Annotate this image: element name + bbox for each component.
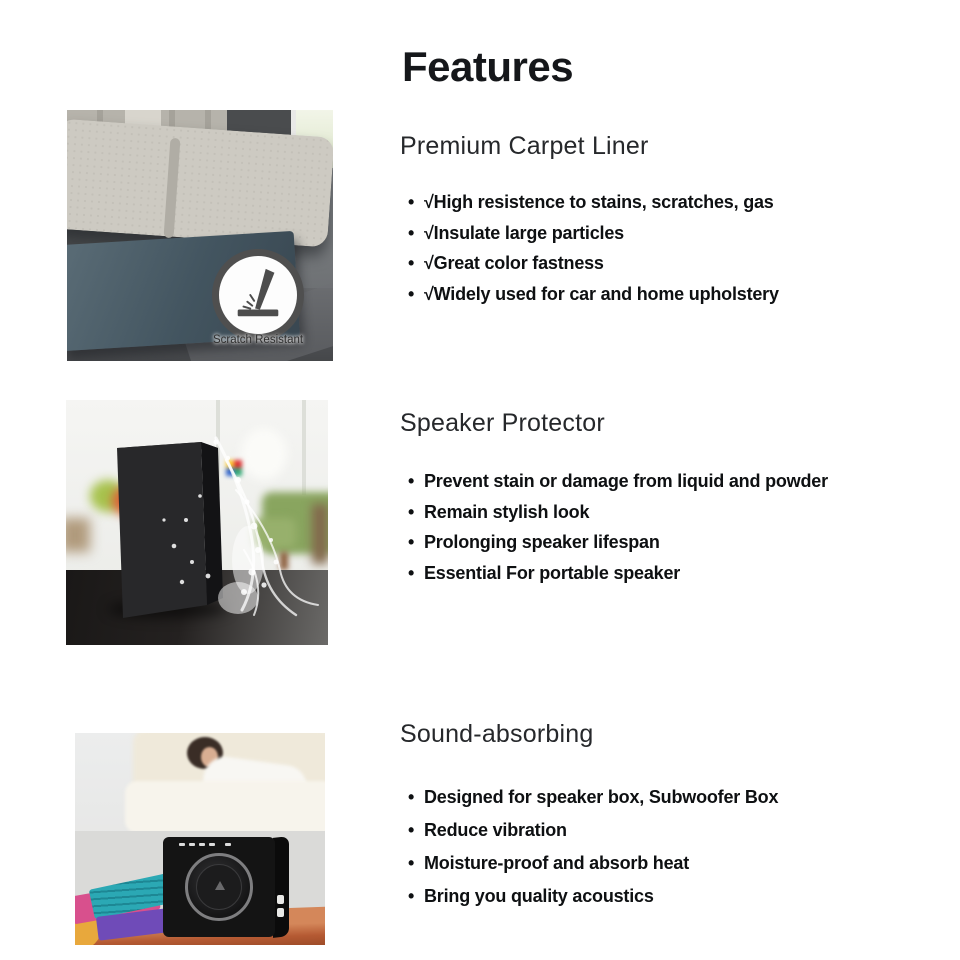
subwoofer-port bbox=[277, 908, 284, 917]
bullet-item: • Reduce vibration bbox=[400, 814, 880, 847]
section-heading-carpet-liner: Premium Carpet Liner bbox=[400, 132, 649, 160]
cream-sofa-seat bbox=[125, 781, 325, 833]
bullet-item: • √Great color fastness bbox=[400, 248, 880, 279]
sound-absorbing-bullet-list bbox=[400, 781, 880, 913]
bullet-item: • Essential For portable speaker bbox=[400, 558, 880, 589]
sound-absorbing-photo bbox=[75, 733, 325, 945]
subwoofer-control bbox=[179, 843, 185, 846]
subwoofer-side bbox=[273, 836, 289, 938]
knife-scratch-glyph bbox=[229, 266, 287, 324]
bullet-item: • √Widely used for car and home upholstery bbox=[400, 279, 880, 310]
bullet-item: • Prevent stain or damage from liquid and powder bbox=[400, 466, 832, 497]
bullet-item: • Moisture-proof and absorb heat bbox=[400, 847, 880, 880]
splash-core bbox=[218, 526, 264, 614]
bullet-item: • Prolonging speaker lifespan bbox=[400, 527, 880, 558]
section-premium-carpet-liner bbox=[400, 130, 880, 309]
subwoofer-control bbox=[209, 843, 215, 846]
section-heading-sound-absorbing: Sound-absorbing bbox=[400, 720, 594, 748]
bullet-item: • √Insulate large particles bbox=[400, 218, 880, 249]
page-title: Features bbox=[402, 43, 574, 91]
speaker-logo-icon bbox=[215, 881, 225, 890]
bullet-item: • √High resistence to stains, scratches, gas bbox=[400, 187, 880, 218]
carpet-liner-photo bbox=[67, 110, 333, 361]
subwoofer-control bbox=[189, 843, 195, 846]
subwoofer-control bbox=[199, 843, 205, 846]
subwoofer-port bbox=[277, 895, 284, 904]
section-sound-absorbing bbox=[400, 718, 880, 913]
speaker-protector-bullet-list bbox=[400, 466, 880, 588]
scratch-resistant-label: Scratch Resistant bbox=[212, 334, 304, 346]
bullet-item: • Remain stylish look bbox=[400, 497, 880, 528]
speaker-protector-photo bbox=[66, 400, 328, 645]
bullet-item: • Bring you quality acoustics bbox=[400, 880, 880, 913]
subwoofer-control bbox=[225, 843, 231, 846]
speaker-and-splash bbox=[66, 400, 328, 645]
bullet-item: • Designed for speaker box, Subwoofer Box bbox=[400, 781, 880, 814]
scratch-resistant-icon bbox=[212, 249, 304, 341]
seat-cushion bbox=[67, 119, 333, 248]
carpet-liner-bullet-list bbox=[400, 187, 880, 309]
section-heading-speaker-protector: Speaker Protector bbox=[400, 409, 605, 437]
section-speaker-protector bbox=[400, 407, 880, 588]
